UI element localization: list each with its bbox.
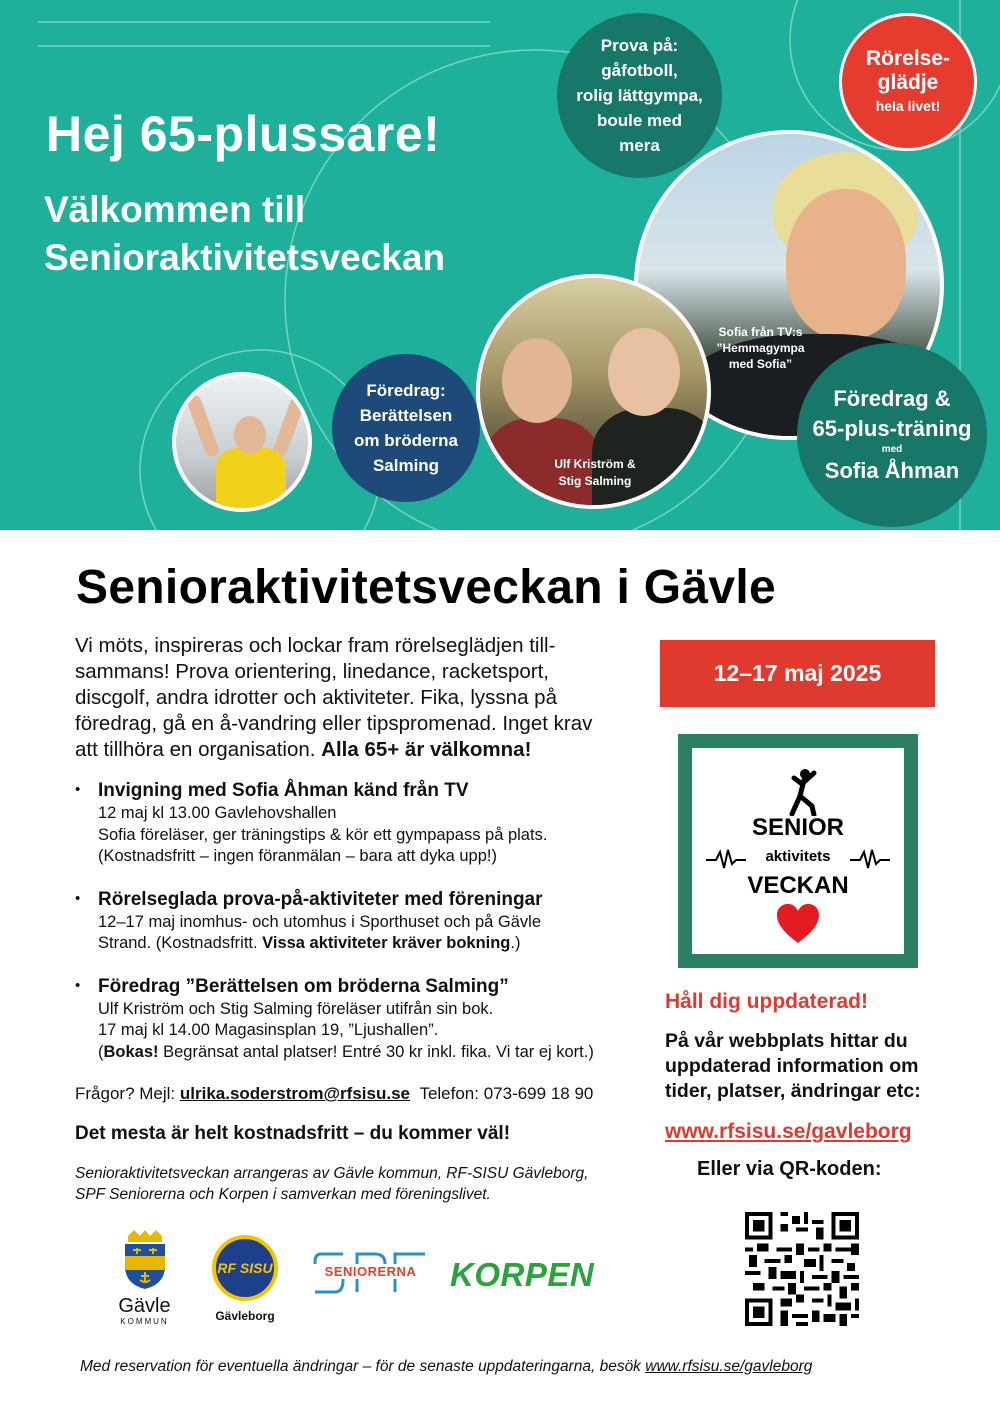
- sofia-caption: Sofia från TV:s ”Hemmagympa med Sofia”: [716, 325, 805, 371]
- contact-line: [75, 1084, 593, 1104]
- website-link[interactable]: www.rfsisu.se/gavleborg: [665, 1120, 912, 1143]
- prova-bubble: Prova på: gåfotboll, rolig lättgympa, boule med mera: [557, 13, 722, 178]
- intro-paragraph: Vi möts, inspireras och lockar fram rörelseglädjen till- sammans! Prova orientering, linedance, racketsport, discgolf, andra idrotter och aktiviteter. Fika, lyssna på föredrag, gå en å-vandring eller tipspromenad. Inget krav att tillhöra en organisation. Alla 65+ är välkomna!: [75, 634, 593, 761]
- korpen-logo: KORPEN: [450, 1256, 595, 1293]
- heart-icon: [775, 903, 821, 945]
- bullet-icon: •: [75, 976, 81, 994]
- foredrag-salming-bubble: Föredrag: Berättelsen om bröderna Salming: [332, 354, 480, 502]
- footer-link[interactable]: www.rfsisu.se/gavleborg: [645, 1358, 813, 1375]
- hero-subheadline: [44, 186, 445, 282]
- hero-sub-line: Välkommen till: [44, 189, 306, 230]
- date-badge: 12–17 maj 2025: [660, 640, 935, 707]
- event-title: Invigning med Sofia Åhman känd från TV: [98, 780, 469, 801]
- list-item: • Föredrag ”Berättelsen om bröderna Salming” Ulf Kriström och Stig Salming föreläser utifrån sin bok. 17 maj kl 14.00 Magasinsplan 19, ”Ljushallen”. (Bokas! Begränsat antal platser! Entré 30 kr inkl. fika. Vi tar ej kort.): [75, 975, 665, 1064]
- event-list: [75, 779, 665, 1083]
- email-link[interactable]: ulrika.soderstrom@rfsisu.se: [179, 1084, 410, 1103]
- qr-label: Eller via QR-koden:: [697, 1158, 882, 1180]
- rf-sisu-logo-text: Gävleborg: [215, 1309, 275, 1323]
- hero-banner: [0, 0, 1000, 530]
- event-title: Rörelseglada prova-på-aktiviteter med föreningar: [98, 888, 543, 910]
- salming-photo: [476, 274, 711, 509]
- logo-line-veckan: VECKAN: [747, 872, 849, 899]
- page-title: Senioraktivitetsveckan i Gävle: [76, 561, 777, 614]
- foredrag-sofia-bubble: Föredrag & 65-plus-träning med Sofia Åhman: [797, 343, 987, 527]
- contact-prefix: Frågor? Mejl:: [75, 1084, 180, 1103]
- gavle-logo-subtext: KOMMUN: [120, 1317, 169, 1326]
- event-title: Föredrag ”Berättelsen om bröderna Salming”: [98, 975, 509, 997]
- phone-number: Telefon: 073-699 18 90: [419, 1084, 594, 1103]
- qr-code-icon[interactable]: [745, 1212, 859, 1326]
- spf-logo-text: SENIORERNA: [313, 1264, 428, 1279]
- arranged-by-note: Senioraktivitetsveckan arrangeras av Gävle kommun, RF-SISU Gävleborg, SPF Seniorerna och Korpen i samverkan med föreningslivet.: [75, 1165, 589, 1203]
- hero-sub-line: Senioraktivitetsveckan: [44, 237, 446, 278]
- bullet-icon: •: [75, 889, 81, 907]
- rf-sisu-logo: [205, 1235, 285, 1323]
- logo-line-aktivitets: aktivitets: [765, 848, 831, 865]
- update-heading: Håll dig uppdaterad!: [665, 990, 869, 1013]
- gym-photo: [172, 372, 312, 512]
- free-notice: Det mesta är helt kostnadsfritt – du kommer väl!: [75, 1123, 511, 1144]
- list-item: • Rörelseglada prova-på-aktiviteter med föreningar 12–17 maj inomhus- och utomhus i Sporthuset och på Gävle Strand. (Kostnadsfritt. Vissa aktiviteter kräver bokning.): [75, 888, 665, 955]
- gavle-kommun-logo: [112, 1228, 177, 1326]
- rorelseglädje-bubble: Rörelse- glädje hela livet!: [839, 13, 977, 151]
- bullet-icon: •: [75, 781, 81, 798]
- hero-headline: Hej 65-plussare!: [46, 106, 441, 162]
- spf-seniorerna-logo: [313, 1248, 428, 1298]
- exercising-person-icon: [784, 768, 820, 816]
- salming-caption: Ulf Kriström & Stig Salming: [554, 457, 636, 488]
- rf-sisu-seal-icon: RF SISU: [212, 1235, 278, 1301]
- update-text: På vår webbplats hittar du uppdaterad information om tider, platser, ändringar etc:: [665, 1030, 921, 1102]
- senioraktivitetsveckan-logo: [678, 734, 918, 968]
- list-item: • Invigning med Sofia Åhman känd från TV 12 maj kl 13.00 Gavlehovshallen Sofia föreläser, ger träningstips & kör ett gympapass på plats. (Kostnadsfritt – ingen föranmälan – bara att dyka upp!): [75, 779, 665, 868]
- footer-disclaimer: Med reservation för eventuella ändringar – för de senaste uppdateringarna, besök www.rfsisu.se/gavleborg: [80, 1358, 813, 1375]
- logo-line-senior: SENIOR: [751, 814, 844, 841]
- gavle-logo-text: Gävle: [118, 1295, 171, 1317]
- gavle-crest-icon: [120, 1228, 170, 1290]
